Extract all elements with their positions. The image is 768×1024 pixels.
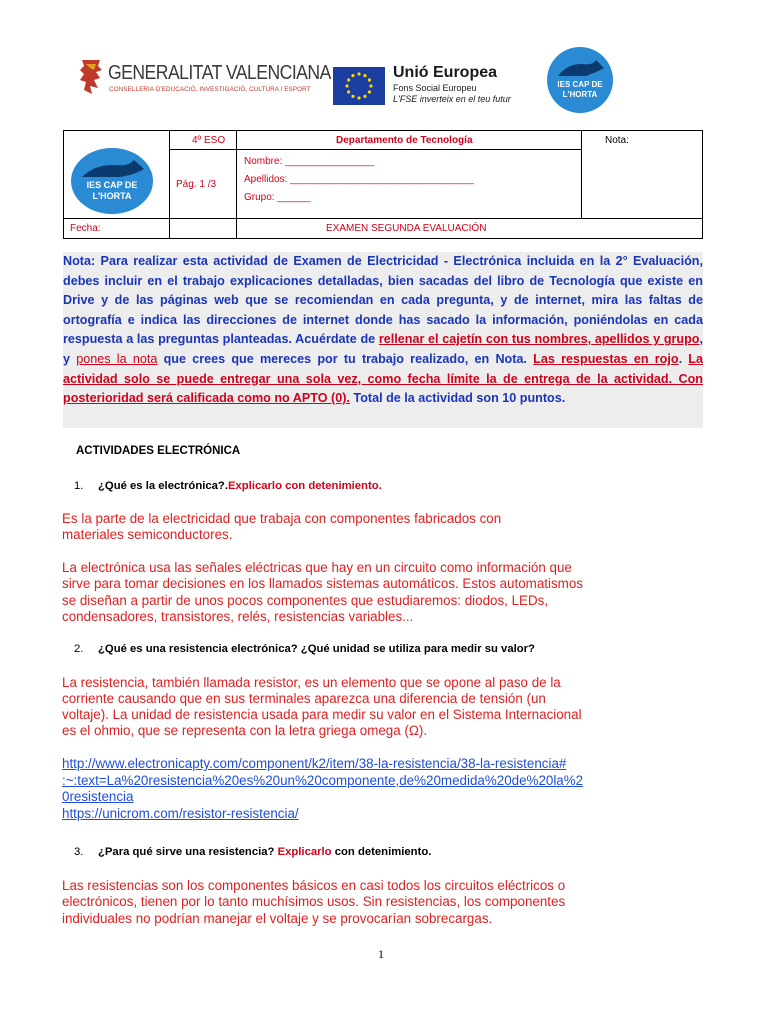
eu-subtitle: Fons Social Europeu: [393, 83, 477, 93]
question-2: [74, 643, 535, 655]
exam-title: EXAMEN SEGUNDA EVALUACIÓN: [326, 223, 487, 234]
note-red-fill-box: rellenar el cajetín con tus nombres, apellidos y grupo: [378, 332, 700, 347]
answer-1-line-2: materiales semiconductores.: [62, 527, 233, 542]
ies-logo-top: [546, 46, 614, 114]
ies-logo-table-line1: IES CAP DE: [86, 180, 138, 190]
question-3-red: Explicarlo: [277, 846, 332, 858]
question-3-text: ¿Para qué sirve una resistencia?: [98, 846, 278, 858]
answer-1-line-6: condensadores, transistores, relés, resistencias variables...: [62, 609, 414, 624]
note-red-deadline: La actividad solo se puede entregar una sola vez, como fecha límite la de entrega de la actividad. Con posterioridad será calificada como no APTO (0).: [63, 351, 703, 406]
note-part-4: .: [678, 351, 689, 366]
answer-2-line-4: es el ohmio, que se representa con la letra griega omega (Ω).: [62, 723, 428, 738]
link-unicrom[interactable]: https://unicrom.com/resistor-resistencia/: [62, 806, 299, 821]
page-indicator: Pág. 1 /3: [176, 179, 217, 190]
question-2-text: ¿Qué es una resistencia electrónica? ¿Qué unidad se utiliza para medir su valor?: [98, 643, 535, 655]
instructions-note: [63, 252, 703, 428]
question-3-number: 3.: [74, 846, 84, 858]
ies-logo-icon: [546, 46, 614, 114]
answer-2-line-2: corriente causando que en sus terminales aparezca una diferencia de tensión (un: [62, 691, 546, 706]
fecha-label: Fecha:: [70, 223, 101, 234]
generalitat-logo: [78, 58, 331, 100]
ies-logo-top-line1: IES CAP DE: [557, 80, 603, 89]
section-title: ACTIVIDADES ELECTRÓNICA: [76, 445, 241, 457]
question-3-text-2: con detenimiento.: [331, 846, 432, 858]
question-3: [74, 846, 431, 858]
answer-2-line-1: La resistencia, también llamada resistor, es un elemento que se opone al paso de la: [62, 675, 561, 690]
note-part-2: , y: [63, 332, 704, 366]
generalitat-name: GENERALITAT VALENCIANA: [108, 62, 331, 84]
link-electronicapty-2[interactable]: :~:text=La%20resistencia%20es%20un%20componente,de%20medida%20de%20la%2: [62, 773, 584, 788]
note-red-grade: pones la nota: [76, 351, 158, 366]
question-1: [74, 480, 382, 492]
answer-3-line-3: individuales no podrían manejar el voltaje y se provocarían sobrecargas.: [62, 911, 493, 926]
question-1-red: Explicarlo con detenimiento.: [227, 480, 382, 492]
exam-header-table: [63, 130, 703, 239]
note-part-3: que crees que mereces por tu trabajo realizado, en Nota.: [157, 351, 534, 366]
apellidos-field[interactable]: Apellidos: _________________________________: [244, 174, 474, 185]
generalitat-emblem-icon: [78, 58, 104, 96]
department-label: Departamento de Tecnología: [336, 135, 473, 146]
ies-logo-top-line2: L'HORTA: [562, 90, 598, 99]
ies-logo-table-line2: L'HORTA: [92, 191, 132, 201]
eu-flag-icon: [333, 67, 385, 105]
answer-3-line-1: Las resistencias son los componentes básicos en casi todos los circuitos eléctricos o: [62, 878, 566, 893]
ies-logo-table-icon: [70, 147, 154, 215]
answer-1-line-5: se diseñan a partir de unos pocos componentes que estudiaremos: diodos, LEDs,: [62, 593, 549, 608]
link-electronicapty-3[interactable]: 0resistencia: [62, 789, 134, 804]
note-part-1: Nota: Para realizar esta actividad de Examen de Electricidad - Electrónica incluida en la 2° Evaluación, debes incluir en el trabajo explicaciones detalladas, bien sacadas del libro de Tecnología que existe en Drive y de las páginas web que se recomiendan en cada pregunta, y de internet, mira las faltas de ortografía e indica las direcciones de internet donde has sacado la información, poniéndolas en cada respuesta a las preguntas planteadas. Acuérdate de: [63, 254, 703, 347]
note-red-answers: Las respuestas en rojo: [533, 351, 679, 366]
nombre-field[interactable]: Nombre: ________________: [244, 156, 375, 167]
eu-title: Unió Europea: [393, 64, 498, 81]
answer-1-line-1: Es la parte de la electricidad que trabaja con componentes fabricados con: [62, 511, 502, 526]
nota-label: Nota:: [605, 135, 629, 146]
link-electronicapty-1[interactable]: http://www.electronicapty.com/component/k2/item/38-la-resistencia/38-la-resistencia#: [62, 756, 567, 771]
eu-logo: [333, 64, 543, 107]
answer-3-line-2: electrónicos, tienen por lo tanto muchísimos usos. Sin resistencias, los componentes: [62, 894, 566, 909]
note-part-5: Total de la actividad son 10 puntos.: [349, 391, 566, 406]
page-number: 1: [378, 947, 384, 961]
answer-2-line-3: voltaje). La unidad de resistencia usada para medir su valor en el Sistema Internacional: [62, 707, 582, 722]
answer-1-line-4: sirve para tomar decisiones en los llamados sistemas automáticos. Estos automatismos: [62, 576, 583, 591]
eu-motto: L'FSE inverteix en el teu futur: [393, 94, 511, 104]
question-1-text: ¿Qué es la electrónica?.: [98, 480, 228, 492]
answer-1-line-3: La electrónica usa las señales eléctricas que hay en un circuito como información que: [62, 560, 572, 575]
course-label: 4º ESO: [192, 135, 226, 146]
ies-logo-table: [70, 147, 154, 215]
generalitat-subtitle: CONSELLERIA D'EDUCACIÓ, INVESTIGACIÓ, CULTURA I ESPORT: [109, 86, 311, 93]
question-1-number: 1.: [74, 480, 84, 492]
question-2-number: 2.: [74, 643, 84, 655]
grupo-field[interactable]: Grupo: ______: [244, 192, 311, 203]
